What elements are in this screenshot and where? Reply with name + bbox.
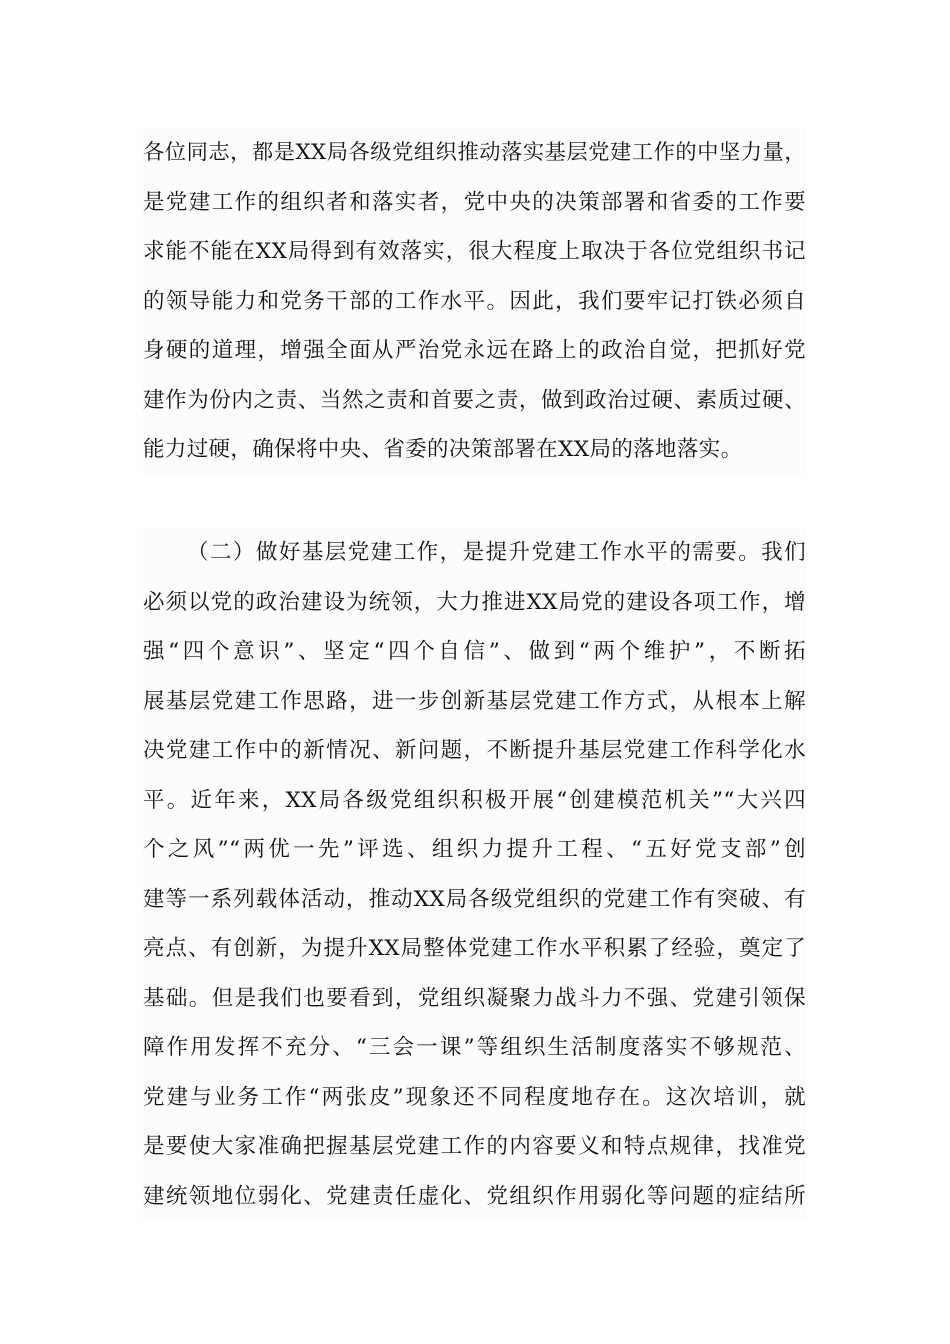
paragraph-line: 个之风”“两优一先”评选、组织力提升工程、“五好党支部”创 [143,837,806,862]
paragraph-line: 建作为份内之责、当然之责和首要之责，做到政治过硬、素质过硬、 [143,387,806,413]
paragraph-line: 必须以党的政治建设为统领，大力推进XX局党的建设各项工作，增 [143,589,806,615]
paragraph-line: 求能不能在XX局得到有效落实，很大程度上取决于各位党组织书记 [143,239,806,264]
paragraph-line: 平。近年来，XX局各级党组织积极开展“创建模范机关”“大兴四 [143,787,806,813]
paragraph-line: 展基层党建工作思路，进一步创新基层党建工作方式，从根本上解 [143,688,806,714]
paragraph-2 [143,528,806,1221]
text-block-2 [143,528,806,1220]
paragraph-1 [143,128,806,475]
paragraph-line: 党建与业务工作“两张皮”现象还不同程度地存在。这次培训，就 [143,1084,806,1110]
paragraph-line: 建统领地位弱化、党建责任虚化、党组织作用弱化等问题的症结所 [143,1183,806,1209]
paragraph-line: 决党建工作中的新情况、新问题，不断提升基层党建工作科学化水 [143,738,806,763]
paragraph-line: 各位同志，都是XX局各级党组织推动落实基层党建工作的中坚力量， [143,140,806,165]
paragraph-line: 是要使大家准确把握基层党建工作的内容要义和特点规律，找准党 [143,1134,806,1159]
paragraph-line: 基础。但是我们也要看到，党组织凝聚力战斗力不强、党建引领保 [143,985,806,1011]
paragraph-heading-line: （二）做好基层党建工作，是提升党建工作水平的需要。我们 [187,540,806,565]
paragraph-line: 建等一系列载体活动，推动XX局各级党组织的党建工作有突破、有 [143,886,806,912]
paragraph-line: 的领导能力和党务干部的工作水平。因此，我们要牢记打铁必须自 [143,288,806,314]
paragraph-line: 强“四个意识”、坚定“四个自信”、做到“两个维护”，不断拓 [143,639,806,664]
paragraph-line: 障作用发挥不充分、“三会一课”等组织生活制度落实不够规范、 [143,1035,806,1060]
paragraph-line: 亮点、有创新，为提升XX局整体党建工作水平积累了经验，奠定了 [143,936,806,961]
paragraph-line: 身硬的道理，增强全面从严治党永远在路上的政治自觉，把抓好党 [143,338,806,363]
text-block-1 [143,128,806,474]
paragraph-line: 是党建工作的组织者和落实者，党中央的决策部署和省委的工作要 [143,189,806,215]
paragraph-line: 能力过硬，确保将中央、省委的决策部署在XX局的落地落实。 [143,437,743,462]
